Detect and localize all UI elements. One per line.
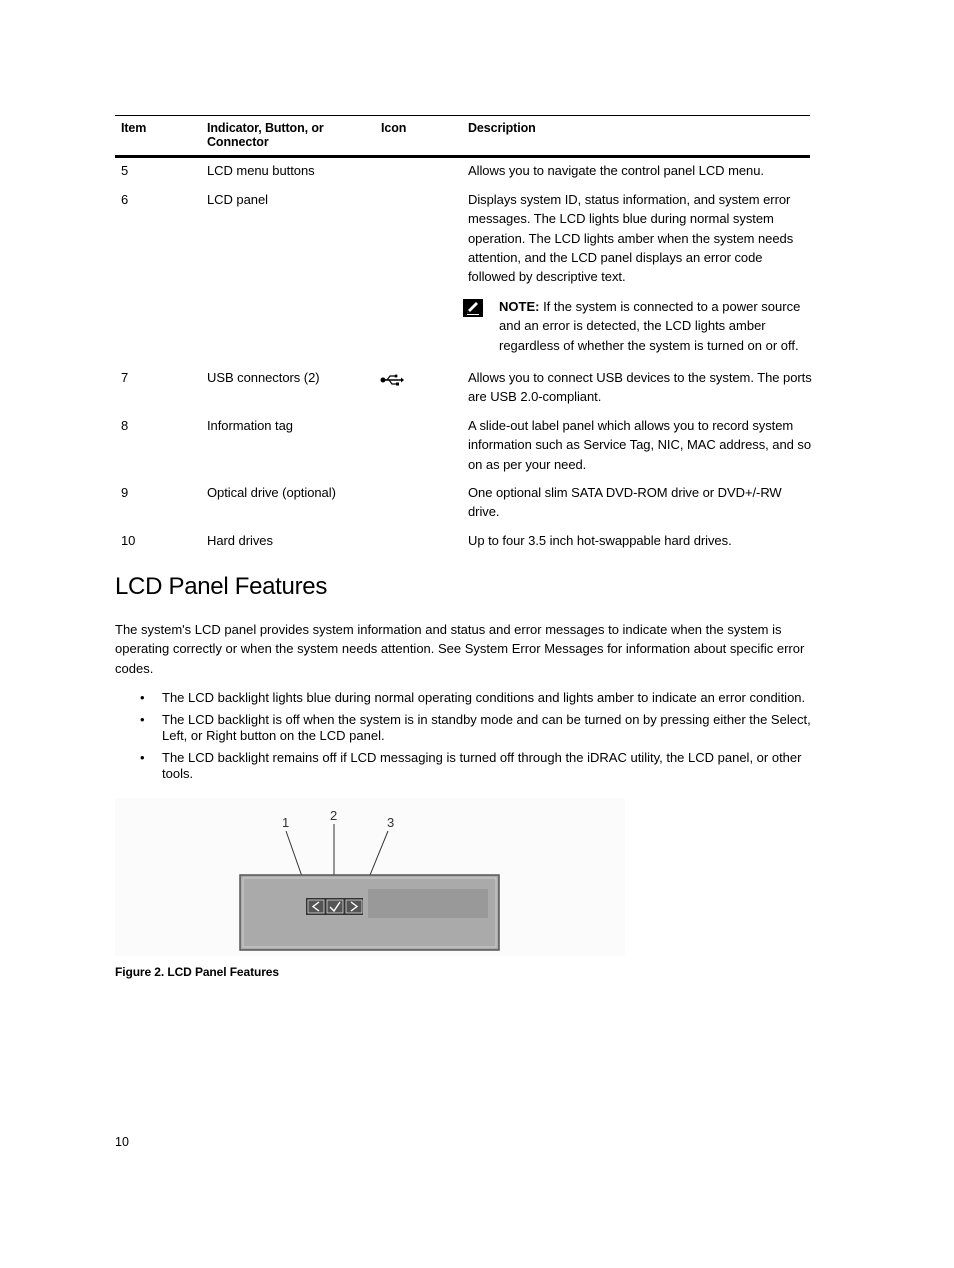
callout-3: 3 [387, 815, 395, 830]
figure-caption: Figure 2. LCD Panel Features [115, 965, 279, 979]
row-10-indicator: Hard drives [207, 533, 273, 548]
row-9-indicator: Optical drive (optional) [207, 485, 336, 500]
bullet-text: The LCD backlight lights blue during normal operating conditions and lights amber to indicate an error condition. [162, 690, 806, 705]
section-title: LCD Panel Features [115, 573, 328, 600]
bullet-text: The LCD backlight remains off if LCD messaging is turned off through the iDRAC utility, the LCD panel, or other tools. [162, 749, 802, 781]
row-10-description: Up to four 3.5 inch hot-swappable hard drives. [468, 533, 732, 548]
list-item: • The LCD backlight is off when the system is in standby mode and can be turned on by pressing either the Select, Left, or Right button on the LCD panel. [140, 711, 811, 743]
row-10-item: 10 [121, 533, 136, 548]
note-body: If the system is connected to a power source and an error is detected, the LCD lights amber regardless of whether the system is turned on or off. [499, 299, 801, 353]
bullet-text: The LCD backlight is off when the system is in standby mode and can be turned on by pressing either the Select, Left, or Right button on the LCD panel. [162, 711, 811, 743]
note-pencil-icon [463, 299, 483, 317]
table-top-rule [115, 115, 810, 116]
lcd-display [368, 889, 488, 918]
callout-1: 1 [282, 815, 290, 830]
list-item: • The LCD backlight remains off if LCD messaging is turned off through the iDRAC utility, the LCD panel, or other tools. [140, 749, 802, 781]
list-item: • The LCD backlight lights blue during normal operating conditions and lights amber to indicate an error condition. [140, 690, 806, 705]
table-header-rule [115, 155, 810, 158]
note-text [499, 297, 809, 355]
row-6-indicator: LCD panel [207, 192, 268, 207]
row-5-indicator: LCD menu buttons [207, 163, 315, 178]
page-number: 10 [115, 1135, 129, 1149]
row-9-description: One optional slim SATA DVD-ROM drive or DVD+/-RW drive. [468, 485, 782, 520]
lcd-panel-figure [115, 798, 625, 956]
row-7-item: 7 [121, 370, 129, 385]
usb-icon [380, 373, 404, 387]
row-7-description: Allows you to connect USB devices to the system. The ports are USB 2.0-compliant. [468, 370, 812, 405]
header-description: Description [468, 121, 536, 135]
row-9-item: 9 [121, 485, 129, 500]
row-8-description: A slide-out label panel which allows you to record system information such as Service Tag, NIC, MAC address, and so on as per your need. [468, 418, 812, 472]
row-6-item: 6 [121, 192, 129, 207]
left-button [308, 900, 324, 913]
header-item: Item [121, 121, 147, 135]
header-icon: Icon [381, 121, 407, 135]
row-8-indicator: Information tag [207, 418, 293, 433]
row-7-indicator: USB connectors (2) [207, 370, 320, 385]
right-button [346, 900, 362, 913]
row-8-item: 8 [121, 418, 129, 433]
bullet-list [115, 690, 815, 788]
row-5-description: Allows you to navigate the control panel LCD menu. [468, 163, 764, 178]
header-indicator: Indicator, Button, or Connector [207, 121, 324, 149]
select-button [327, 900, 343, 913]
section-intro: The system's LCD panel provides system information and status and error messages to indicate when the system is operating correctly or when the system needs attention. See System Error Messages for information about specific error codes. [115, 622, 805, 676]
note-label: NOTE: [499, 299, 540, 314]
row-6-description: Displays system ID, status information, and system error messages. The LCD lights blue during normal system operation. The LCD lights amber when the system needs attention, and the LCD panel displays an error code followed by descriptive text. [468, 192, 794, 285]
row-5-item: 5 [121, 163, 129, 178]
callout-2: 2 [330, 808, 338, 823]
